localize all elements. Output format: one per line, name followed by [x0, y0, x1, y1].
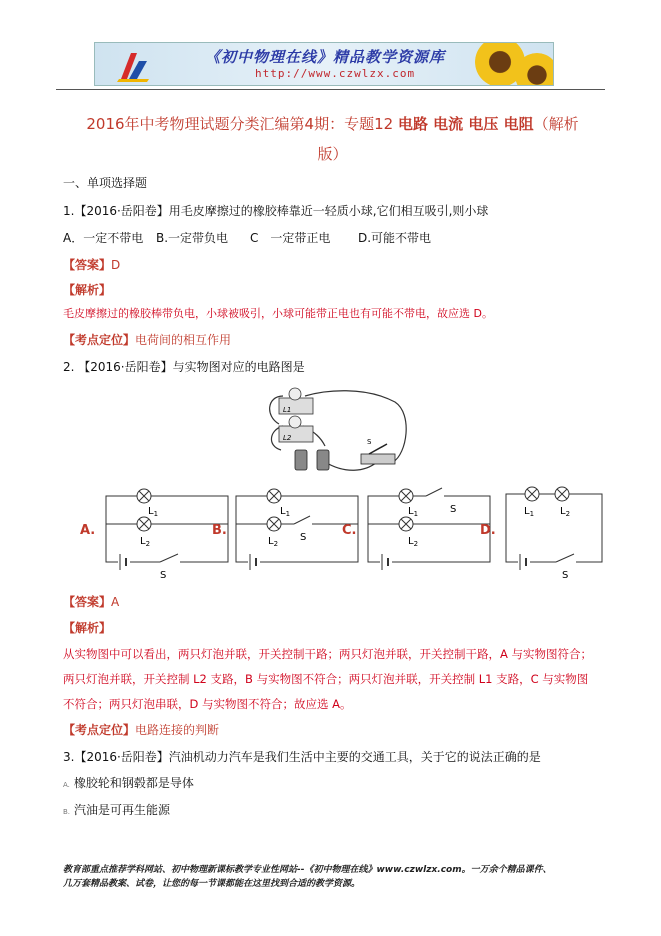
circuit-options [60, 482, 610, 582]
q3-option-a: A. 橡胶轮和钢毂都是导体 [63, 776, 194, 790]
circuit-option-a [106, 489, 228, 581]
q2-analysis-line-1: 从实物图中可以看出，两只灯泡并联，开关控制干路；两只灯泡并联，开关控制干路，A 与实物图符合； [63, 647, 593, 661]
section-heading: 一、单项选择题 [63, 176, 148, 190]
circuit-option-c [368, 488, 490, 570]
option-c-letter: C. [342, 523, 357, 538]
footer-line-1: 教育部重点推荐学科网站、初中物理新课标教学专业性网站--《初中物理在线》www.czwlzx.com。一万余个精品课件、 [63, 865, 552, 875]
q1-option-a: A．一定不带电 [63, 231, 144, 245]
circuit-option-b [236, 489, 358, 570]
svg-text:L2: $L_2$ [268, 536, 279, 548]
document-title: 2016年中考物理试题分类汇编第4期：专题12 电路 电流 电压 电阻（解析 版） [86, 115, 579, 163]
photo-label-l1: L1 [283, 406, 292, 414]
physical-circuit-photo [265, 382, 415, 480]
question-1-stem: 1.【2016·岳阳卷】用毛皮摩擦过的橡胶棒靠近一轻质小球,它们相互吸引,则小球 [63, 204, 489, 218]
svg-text:L2: $L_2$ [408, 536, 419, 548]
svg-text:S: S [562, 570, 569, 581]
q3-option-b: B. 汽油是可再生能源 [63, 803, 171, 817]
site-logo-icon [117, 49, 151, 83]
q1-option-b: B.一定带负电 [156, 231, 229, 245]
header-banner [94, 42, 554, 86]
q1-answer: 【答案】D [63, 258, 121, 272]
photo-label-s: S [367, 438, 372, 446]
q2-analysis-line-3: 不符合；两只灯泡串联，D 与实物图不符合；故应选 A。 [63, 697, 352, 711]
option-d-letter: D. [480, 523, 496, 538]
header-divider [56, 89, 605, 90]
q2-point: 【考点定位】电路连接的判断 [63, 723, 220, 737]
question-2-stem: 2. 【2016·岳阳卷】与实物图对应的电路图是 [63, 360, 305, 374]
option-a-letter: A. [80, 523, 96, 538]
banner-title: 《初中物理在线》精品教学资源库 [205, 48, 446, 66]
svg-text:L2: $L_2$ [560, 506, 571, 518]
svg-text:S: S [160, 570, 167, 581]
q2-analysis-line-2: 两只灯泡并联，开关控制 L2 支路，B 与实物图不符合；两只灯泡并联，开关控制 L1 支路，C 与实物图 [63, 672, 589, 686]
question-3-stem: 3.【2016·岳阳卷】汽油机动力汽车是我们生活中主要的交通工具，关于它的说法正确的是 [63, 750, 541, 764]
q1-analysis-label: 【解析】 [63, 283, 112, 297]
q2-analysis-label: 【解析】 [63, 621, 112, 635]
photo-label-l2: L2 [283, 434, 292, 442]
svg-text:S: S [450, 504, 457, 515]
svg-text:L2: $L_2$ [140, 536, 151, 548]
option-b-letter: B. [212, 523, 227, 538]
svg-text:L1: $L_1$ [524, 506, 535, 518]
q1-point: 【考点定位】电荷间的相互作用 [63, 333, 232, 347]
svg-text:L1: $L_1$ [280, 506, 291, 518]
page-footer [63, 863, 603, 891]
svg-text:S: S [300, 532, 307, 543]
svg-text:L1: $L_1$ [148, 506, 159, 518]
footer-line-2: 几万套精品教案、试卷，让您的每一节课都能在这里找到合适的教学资源。 [63, 879, 361, 889]
svg-text:L1: $L_1$ [408, 506, 419, 518]
circuit-option-d [506, 487, 602, 581]
q1-option-c: C 一定带正电 [250, 231, 331, 245]
banner-url[interactable]: http://www.czwlzx.com [255, 67, 416, 80]
q1-option-d: D.可能不带电 [358, 231, 432, 245]
q1-analysis: 毛皮摩擦过的橡胶棒带负电，小球被吸引，小球可能带正电也有可能不带电，故应选 D。 [63, 307, 493, 320]
q2-answer: 【答案】A [63, 595, 120, 609]
